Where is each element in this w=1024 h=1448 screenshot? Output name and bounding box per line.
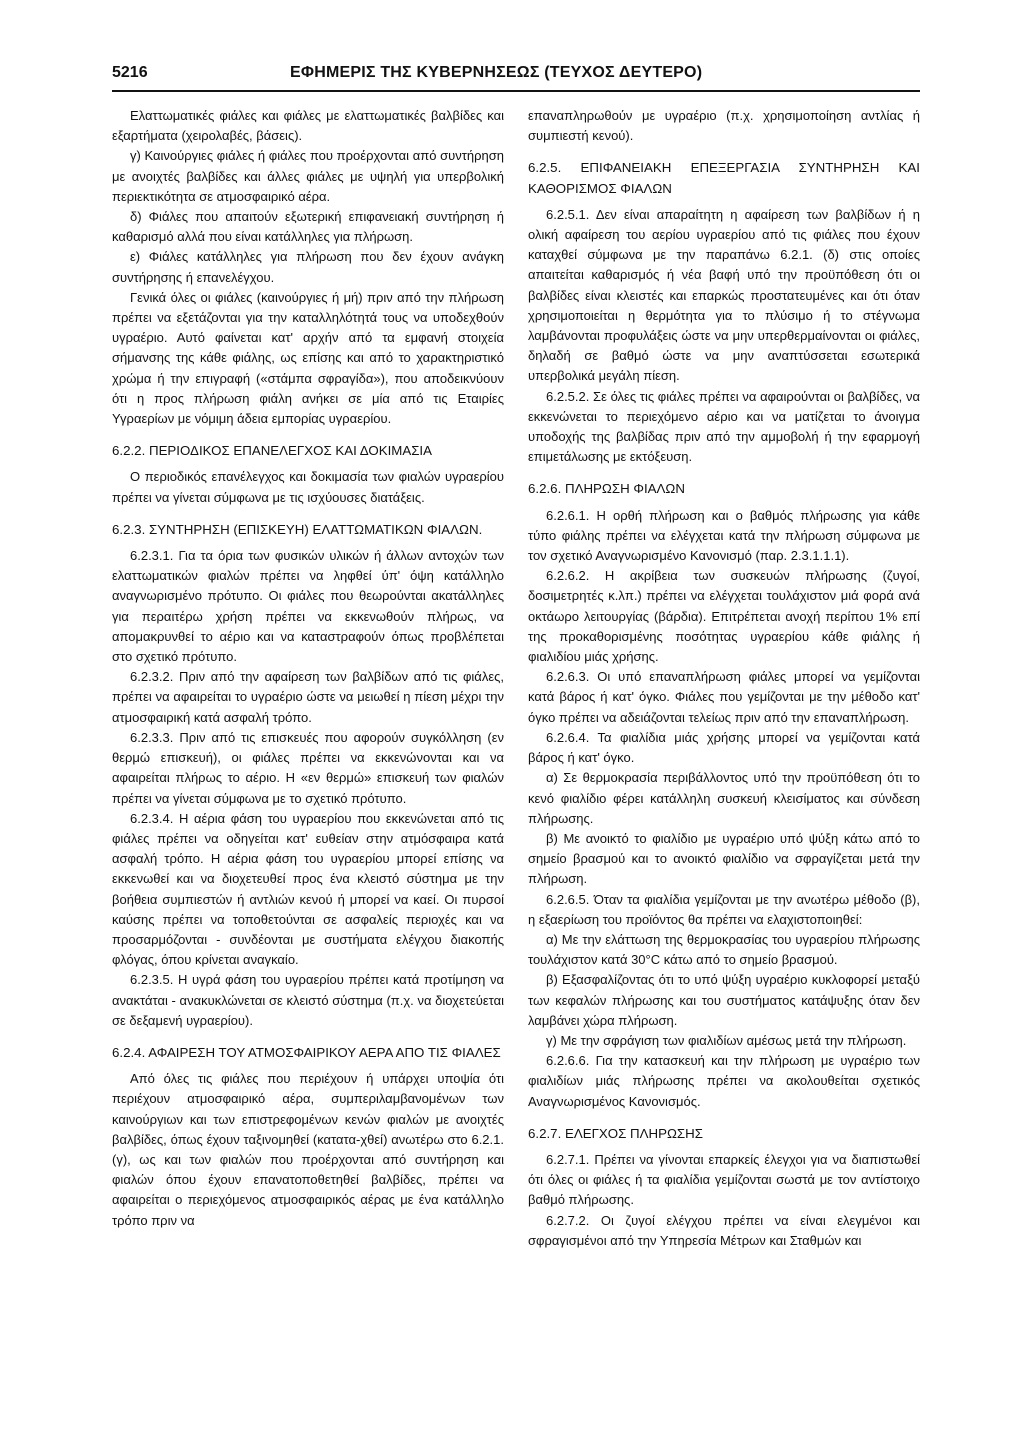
paragraph: 6.2.7.2. Οι ζυγοί ελέγχου πρέπει να είναι ελεγμένοι και σφραγισμένοι από την Υπηρεσία Μέτρων και Σταθμών και — [528, 1212, 920, 1248]
paragraph: 6.2.5.1. Δεν είναι απαραίτητη η αφαίρεση των βαλβίδων ή η ολική αφαίρεση του αερίου υγραερίου από τις φιάλες που έχουν καταχθεί σύμφωνα με την παραπάνω 6.2.1. (δ) στις οποίες απαιτείται καθαρισμός ή νέα βαφή υπό την προϋπόθεση ότι οι βαλβίδες είναι κλειστές και επαρκώς προστατευμένες και ότι όταν χρησιμοποιείται η θερμότητα για το πλύσιμο ή το στέγνωμα λαμβάνονται προφυλάξεις ώστε να μην υπερθερμαίνονται οι φιάλες, δηλαδή σε βαθμό ώστε να μην αναπτύσσεται εσωτερικά υπερβολικά μεγάλη πίεση. — [528, 206, 920, 384]
paragraph: Ο περιοδικός επανέλεγχος και δοκιμασία των φιαλών υγραερίου πρέπει να γίνεται σύμφωνα με τις ισχύουσες διατάξεις. — [112, 469, 504, 505]
page-header — [112, 64, 920, 92]
paragraph: 6.2.3.2. Πριν από την αφαίρεση των βαλβίδων από τις φιάλες, πρέπει να αφαιρείται το υγραέριο ώστε να μειωθεί η πίεση μέχρι την ατμοσφαιρική κατά ασφαλή τρόπο. — [112, 669, 504, 725]
list-item: β) Με ανοικτό το φιαλίδιο με υγραέριο υπό ψύξη κάτω από το σημείο βρασμού και το ανοικτό φιαλίδιο να σφραγίζεται μετά την πλήρωση. — [528, 830, 920, 887]
paragraph: 6.2.3.1. Για τα όρια των φυσικών υλικών ή άλλων αντοχών των ελαττωματικών φιαλών πρέπει να ληφθεί ύπ' όψη κατάλληλο αναγνωρισμένο πρότυπο. Οι φιάλες που θεωρούνται ακατάλληλες για περαιτέρω χρήση πρέπει να εκκενωθούν πλήρως, να απομακρυνθεί το αέριο και να καταστραφούν όπως προβλέπεται στο σχετικό πρότυπο. — [112, 548, 504, 665]
section-heading: 6.2.3. ΣΥΝΤΗΡΗΣΗ (ΕΠΙΣΚΕΥΗ) ΕΛΑΤΤΩΜΑΤΙΚΩΝ ΦΙΑΛΩΝ. — [112, 521, 483, 537]
list-item: α) Με την ελάττωση της θερμοκρασίας του υγραερίου πλήρωσης τουλάχιστον κατά 30°C κάτω από το σημείο βρασμού. — [528, 931, 920, 968]
section-heading: 6.2.6. ΠΛΗΡΩΣΗ ΦΙΑΛΩΝ — [528, 481, 685, 497]
paragraph: 6.2.6.1. Η ορθή πλήρωση και ο βαθμός πλήρωσης για κάθε τύπο φιάλης πρέπει να ελέγχεται κατά την πλήρωση σύμφωνα με τον σχετικό Αναγνωρισμένο Κανονισμό (παρ. 2.3.1.1.1). — [528, 507, 920, 564]
page-number: 5216 — [112, 64, 148, 81]
paragraph: 6.2.3.3. Πριν από τις επισκευές που αφορούν συγκόλληση (εν θερμώ επισκευή), οι φιάλες πρέπει να εκκενώνονται και να αφαιρείται πλήρως το αέριο. Η «εν θερμώ» επισκευή των φιαλών πρέπει να γίνεται σύμφωνα με το σχετικό πρότυπο. — [112, 729, 504, 806]
paragraph: 6.2.6.2. Η ακρίβεια των συσκευών πλήρωσης (ζυγοί, δοσιμετρητές κ.λπ.) πρέπει να ελέγχεται τουλάχιστον μιά φορά ανά οκτάωρο λειτουργίας (βάρδια). Επιτρέπεται ανοχή περίπου 1% επί της προκαθορισμένης ποσότητας υγραερίου κάθε φιάλης ή φιαλιδίου μιάς χρήσης. — [528, 568, 920, 665]
paragraph: γ) Καινούργιες φιάλες ή φιάλες που προέρχονται από συντήρηση με ανοιχτές βαλβίδες και άλλες φιάλες με υψηλή για υπερβολική περιεκτικότητα σε ατμοσφαιρικό αέρα. — [112, 148, 504, 204]
list-item: β) Εξασφαλίζοντας ότι το υπό ψύξη υγραέριο κυκλοφορεί μεταξύ των κεφαλών πλήρωσης και του συστήματος κατάψυξης όταν δεν λαμβάνει χώρα πλήρωση. — [528, 972, 920, 1028]
paragraph: 6.2.3.4. Η αέρια φάση του υγραερίου που εκκενώνεται από τις φιάλες πρέπει να οδηγείται κατ' ευθείαν στην ατμόσφαιρα κατά ασφαλή τρόπο. Η αέρια φάση του υγραερίου μπορεί επίσης να εκκενωθεί και να διοχετευθεί προς ένα κλειστό σύστημα με την βοήθεια συμπιεστών ή αντλιών κενού ή μπορεί να καεί. Οι πυρσοί καύσης πρέπει να τοποθετούνται σε ασφαλείς περιοχές και να προσαρμόζονται - συνδέονται με συστήματα ελέγχου διακοπής φλόγας, όπου κρίνεται αναγκαίο. — [112, 810, 504, 968]
paragraph: 6.2.3.5. Η υγρά φάση του υγραερίου πρέπει κατά προτίμηση να ανακτάται - ανακυκλώνεται σε κλειστό σύστημα (π.χ. να διοχετεύεται σε δεξαμενή υγραερίου). — [112, 972, 504, 1028]
section-heading: 6.2.7. ΕΛΕΓΧΟΣ ΠΛΗΡΩΣΗΣ — [528, 1125, 703, 1141]
gazette-title: ΕΦΗΜΕΡΙΣ ΤΗΣ ΚΥΒΕΡΝΗΣΕΩΣ (ΤΕΥΧΟΣ ΔΕΥΤΕΡΟ) — [290, 64, 703, 81]
right-column — [528, 106, 920, 1251]
paragraph: 6.2.6.4. Τα φιαλίδια μιάς χρήσης μπορεί να γεμίζονται κατά βάρος ή κατ' όγκο. — [528, 729, 920, 766]
paragraph: 6.2.6.5. Όταν τα φιαλίδια γεμίζονται με την ανωτέρω μέθοδο (β), η εξαερίωση του προϊόντος θα πρέπει να ελαχιστοποιηθεί: — [528, 891, 920, 927]
paragraph: 6.2.6.3. Οι υπό επαναπλήρωση φιάλες μπορεί να γεμίζονται κατά βάρος ή κατ' όγκο. Φιάλες που γεμίζονται με την μέθοδο κατ' όγκο πρέπει να αδειάζονται τελείως πριν από την επαναπλήρωση. — [528, 669, 920, 725]
paragraph: ε) Φιάλες κατάλληλες για πλήρωση που δεν έχουν ανάγκη συντήρησης ή επανελέγχου. — [112, 249, 504, 285]
paragraph: 6.2.5.2. Σε όλες τις φιάλες πρέπει να αφαιρούνται οι βαλβίδες, να εκκενώνεται το περιεχόμενο αέριο και να ματίζεται το άνοιγμα υποδοχής της βαλβίδας πριν από την αμμοβολή ή την εφαρμογή επιμετάλωσης με εκτόξευση. — [528, 388, 920, 465]
section-heading: 6.2.2. ΠΕΡΙΟΔΙΚΟΣ ΕΠΑΝΕΛΕΓΧΟΣ ΚΑΙ ΔΟΚΙΜΑΣΙΑ — [112, 443, 432, 459]
list-item: α) Σε θερμοκρασία περιβάλλοντος υπό την προϋπόθεση ότι το κενό φιαλίδιο φέρει κατάλληλη συσκευή κλεισίματος και σύνδεση πλήρωσης. — [528, 770, 920, 826]
paragraph: επαναπληρωθούν με υγραέριο (π.χ. χρησιμοποίηση αντλίας ή συμπιεστή κενού). — [528, 108, 920, 144]
section-heading: 6.2.5. ΕΠΙΦΑΝΕΙΑΚΗ ΕΠΕΞΕΡΓΑΣΙΑ ΣΥΝΤΗΡΗΣΗ ΚΑΙ ΚΑΘΟΡΙΣΜΟΣ ΦΙΑΛΩΝ — [528, 160, 920, 196]
paragraph: 6.2.7.1. Πρέπει να γίνονται επαρκείς έλεγχοι για να διαπιστωθεί ότι όλες οι φιάλες ή τα φιαλίδια γεμίζονται σωστά με τον αντίστοιχο βαθμό πλήρωσης. — [528, 1151, 920, 1208]
list-item: γ) Με την σφράγιση των φιαλιδίων αμέσως μετά την πλήρωση. — [546, 1032, 907, 1048]
section-heading: 6.2.4. ΑΦΑΙΡΕΣΗ ΤΟΥ ΑΤΜΟΣΦΑΙΡΙΚΟΥ ΑΕΡΑ ΑΠΟ ΤΙΣ ΦΙΑΛΕΣ — [112, 1044, 501, 1060]
paragraph: δ) Φιάλες που απαιτούν εξωτερική επιφανειακή συντήρηση ή καθαρισμό αλλά που είναι κατάλληλες για πλήρωση. — [112, 209, 504, 245]
paragraph: Ελαττωματικές φιάλες και φιάλες με ελαττωματικές βαλβίδες και εξαρτήματα (χειρολαβές, βάσεις). — [112, 108, 504, 144]
paragraph: 6.2.6.6. Για την κατασκευή και την πλήρωση με υγραέριο των φιαλιδίων μιάς πλήρωσης πρέπει να ακολουθείται σχετικός Αναγνωρισμένος Κανονισμός. — [528, 1053, 920, 1109]
paragraph: Από όλες τις φιάλες που περιέχουν ή υπάρχει υποψία ότι περιέχουν ατμοσφαιρικό αέρα, συμπεριλαμβανομένων των καινούργιων και των επιστρεφομένων κενών φιαλών με ανοιχτές βαλβίδες, όπως έχουν ταξινομηθεί (κατατα-χθεί) ανωτέρω στο 6.2.1. (γ), ως και των φιαλών που προέρχονται από συντήρηση και φιαλών όπου έχουν επανατοποθετηθεί βαλβίδες, πρέπει να αφαιρείται ο περιεχόμενος ατμοσφαιρικός αέρας με ένα κατάλληλο τρόπο πριν να — [112, 1071, 504, 1228]
paragraph: Γενικά όλες οι φιάλες (καινούργιες ή μή) πριν από την πλήρωση πρέπει να εξετάζονται για την καταλληλότητά τους να υποδεχθούν υγραέριο. Αυτό φαίνεται κατ' αρχήν από τα εμφανή στοιχεία σήμανσης της κάθε φιάλης, ως επίσης και από το χαρακτηριστικό χρώμα ή την επιγραφή («στάμπα σφραγίδα»), που αποδεικνύουν ότι η προς πλήρωση φιάλη ανήκει σε μία από τις Εταιρίες Υγραερίων με νόμιμη άδεια εμπορίας υγραερίου. — [112, 289, 504, 427]
left-column — [112, 106, 504, 1231]
